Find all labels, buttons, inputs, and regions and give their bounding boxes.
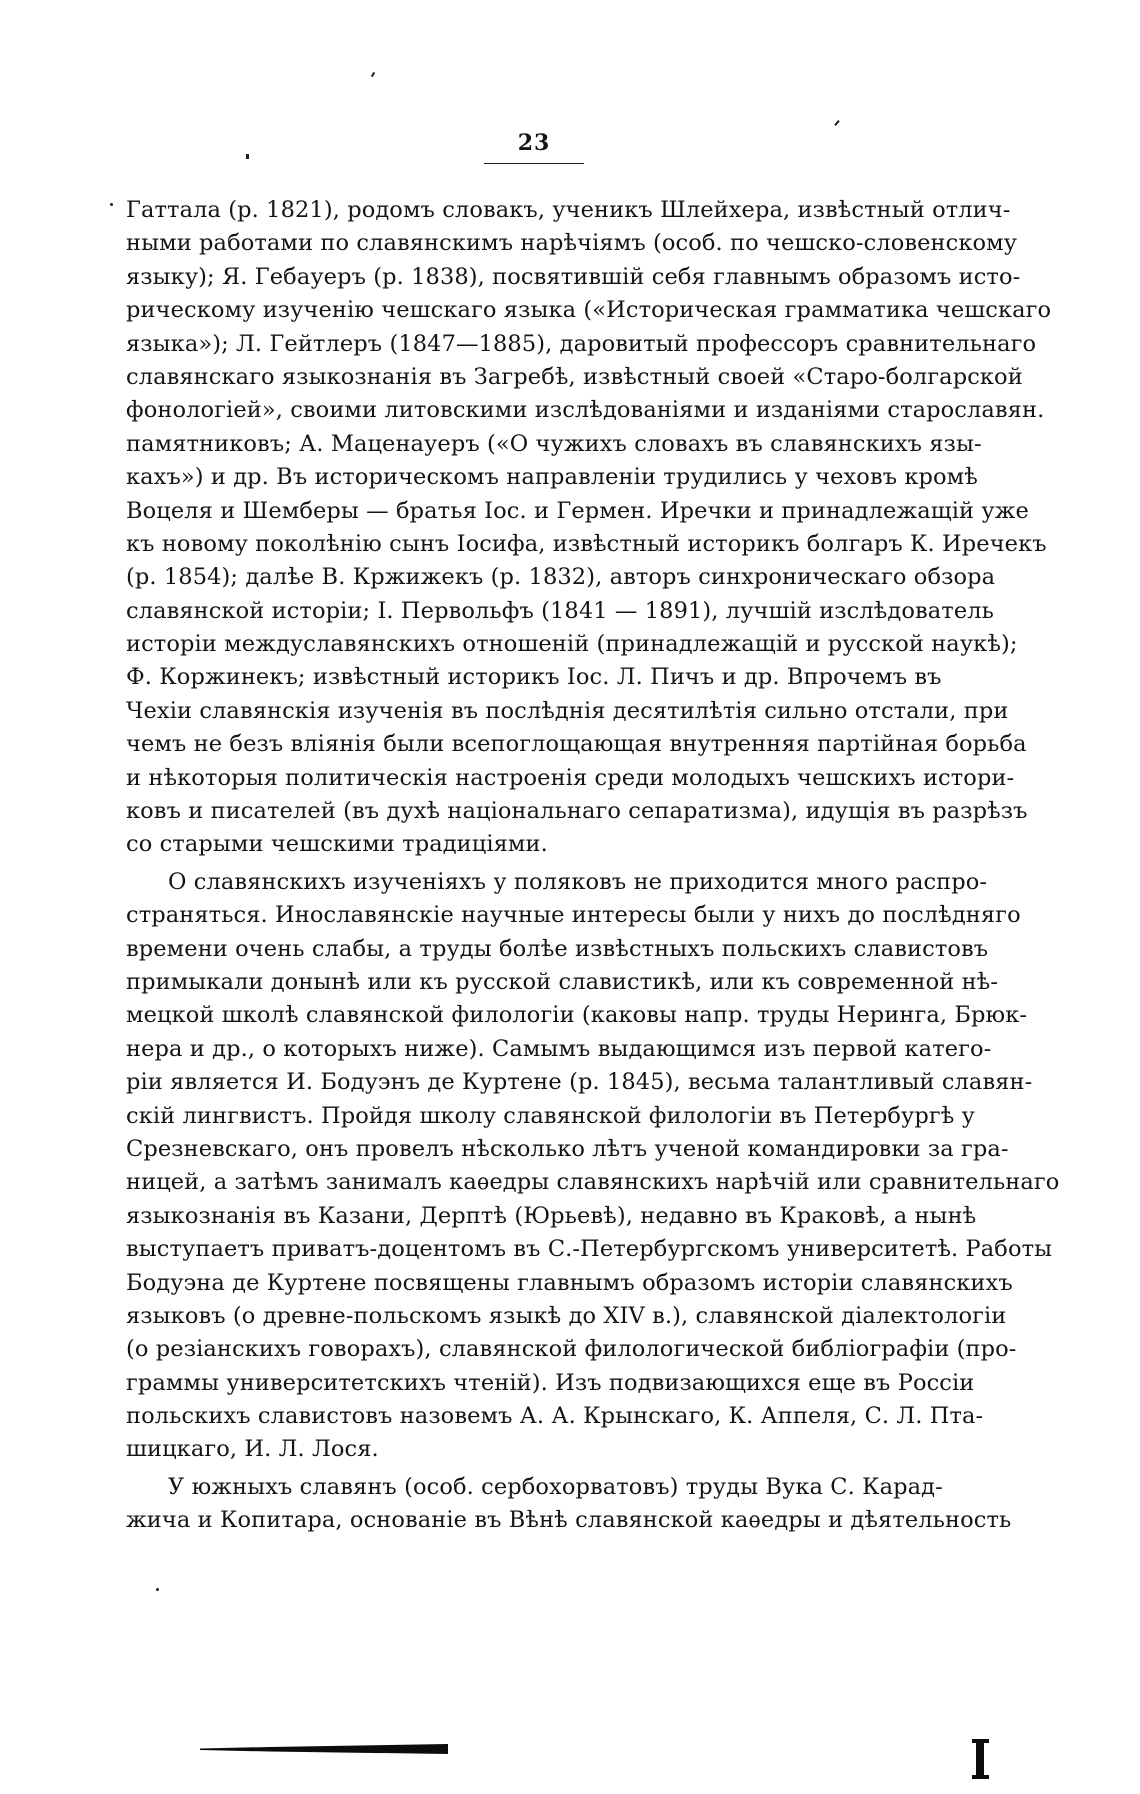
- text-line: исторіи междуславянскихъ отношеній (принадлежащій и русской наукѣ);: [126, 631, 1018, 658]
- text-line: мецкой школѣ славянской филологіи (каковы напр. труды Неринга, Брюк-: [126, 1002, 1028, 1029]
- text-line: языка»); Л. Гейтлеръ (1847—1885), даровитый профессоръ сравнительнаго: [126, 330, 1037, 357]
- text-line: ными работами по славянскимъ нарѣчіямъ (особ. по чешско-словенскому: [126, 230, 1018, 257]
- text-line: языку); Я. Гебауеръ (р. 1838), посвятившій себя главнымъ образомъ исто-: [126, 263, 1021, 290]
- paragraph-chekhi: [126, 194, 1052, 862]
- scan-mark: [371, 72, 375, 77]
- text-line: кахъ») и др. Въ историческомъ направленіи трудились у чеховъ кромѣ: [126, 464, 978, 491]
- text-body: [126, 194, 1060, 1538]
- text-line: со старыми чешскими традиціями.: [126, 831, 548, 858]
- scan-footer-bar: [200, 1744, 448, 1754]
- text-line: Ф. Коржинекъ; извѣстный историкъ Іос. Л. Пичъ и др. Впрочемъ въ: [126, 664, 942, 691]
- text-line: выступаетъ приватъ-доцентомъ въ С.-Петербургскомъ университетѣ. Работы: [126, 1236, 1053, 1263]
- text-line: Воцеля и Шемберы — братья Іос. и Гермен. Иречки и принадлежащій уже: [126, 497, 1029, 524]
- scan-mark: [834, 120, 839, 126]
- page-number: 23: [517, 130, 551, 156]
- text-line: къ новому поколѣнію сынъ Іосифа, извѣстный историкъ болгаръ К. Иречекъ: [126, 530, 1047, 557]
- text-line: времени очень слабы, а труды болѣе извѣстныхъ польскихъ славистовъ: [126, 935, 989, 962]
- text-line: (о резіанскихъ говорахъ), славянской филологической библіографіи (про-: [126, 1336, 1017, 1363]
- text-line: Срезневскаго, онъ провелъ нѣсколько лѣтъ ученой командировки за гра-: [126, 1135, 1009, 1162]
- text-line: славянской исторіи; І. Первольфъ (1841 — 1891), лучшій изслѣдователь: [126, 597, 994, 624]
- text-line: граммы университетскихъ чтеній). Изъ подвизающихся еще въ Россіи: [126, 1369, 975, 1396]
- text-line: польскихъ славистовъ назовемъ А. А. Крынскаго, К. Аппеля, С. Л. Пта-: [126, 1403, 984, 1430]
- text-line: шицкаго, И. Л. Лося.: [126, 1436, 379, 1463]
- text-line: ріи является И. Бодуэнъ де Куртене (р. 1845), весьма талантливый славян-: [126, 1069, 1033, 1096]
- text-line: жича и Копитара, основаніе въ Вѣнѣ славянской каѳедры и дѣятельность: [126, 1507, 1012, 1534]
- paragraph-polyaki: [126, 866, 1060, 1467]
- text-line: Чехіи славянскія изученія въ послѣднія десятилѣтія сильно отстали, при: [126, 697, 1009, 724]
- scan-mark: [156, 1588, 159, 1591]
- text-line: скій лингвистъ. Пройдя школу славянской филологіи въ Петербургѣ у: [126, 1102, 976, 1129]
- text-line: (р. 1854); далѣе В. Кржижекъ (р. 1832), авторъ синхроническаго обзора: [126, 564, 996, 591]
- scan-footer-bracket: [972, 1739, 990, 1779]
- text-line: фонологіей», своими литовскими изслѣдованіями и изданіями старославян.: [126, 397, 1045, 424]
- text-line: ницей, а затѣмъ занималъ каѳедры славянскихъ нарѣчій или сравнительнаго: [126, 1169, 1060, 1196]
- scan-mark: [110, 203, 113, 206]
- text-line: славянскаго языкознанія въ Загребѣ, извѣстный своей «Старо-болгарской: [126, 363, 1023, 390]
- text-line: страняться. Инославянскіе научные интересы были у нихъ до послѣдняго: [126, 902, 1021, 929]
- text-line: ковъ и писателей (въ духѣ національнаго сепаратизма), идущія въ разрѣзъ: [126, 798, 1028, 825]
- text-line: рическому изученію чешскаго языка («Историческая грамматика чешскаго: [126, 297, 1052, 324]
- scan-mark: [246, 154, 249, 159]
- text-line: Гаттала (р. 1821), родомъ словакъ, ученикъ Шлейхера, извѣстный отлич-: [126, 197, 1011, 223]
- text-line: О славянскихъ изученіяхъ у поляковъ не приходится много распро-: [168, 868, 988, 895]
- text-line: языковъ (о древне-польскомъ языкѣ до XIV в.), славянской діалектологіи: [126, 1302, 1007, 1329]
- text-line: чемъ не безъ вліянія были всепоглощающая внутренняя партійная борьба: [126, 731, 1027, 758]
- text-line: Бодуэна де Куртене посвящены главнымъ образомъ исторіи славянскихъ: [126, 1269, 1013, 1296]
- text-line: нера и др., о которыхъ ниже). Самымъ выдающимся изъ первой катего-: [126, 1035, 992, 1062]
- paragraph-yuzhnye-slavyane: [126, 1471, 1012, 1538]
- text-line: примыкали донынѣ или къ русской славистикѣ, или къ современной нѣ-: [126, 968, 999, 995]
- text-line: У южныхъ славянъ (особ. сербохорватовъ) труды Вука С. Карад-: [168, 1473, 943, 1500]
- text-line: языкознанія въ Казани, Дерптѣ (Юрьевѣ), недавно въ Краковѣ, а нынѣ: [126, 1202, 977, 1229]
- text-line: и нѣкоторыя политическія настроенія среди молодыхъ чешскихъ истори-: [126, 764, 1015, 791]
- page-number-rule: [484, 163, 584, 164]
- text-line: памятниковъ; А. Маценауеръ («О чужихъ словахъ въ славянскихъ язы-: [126, 430, 982, 457]
